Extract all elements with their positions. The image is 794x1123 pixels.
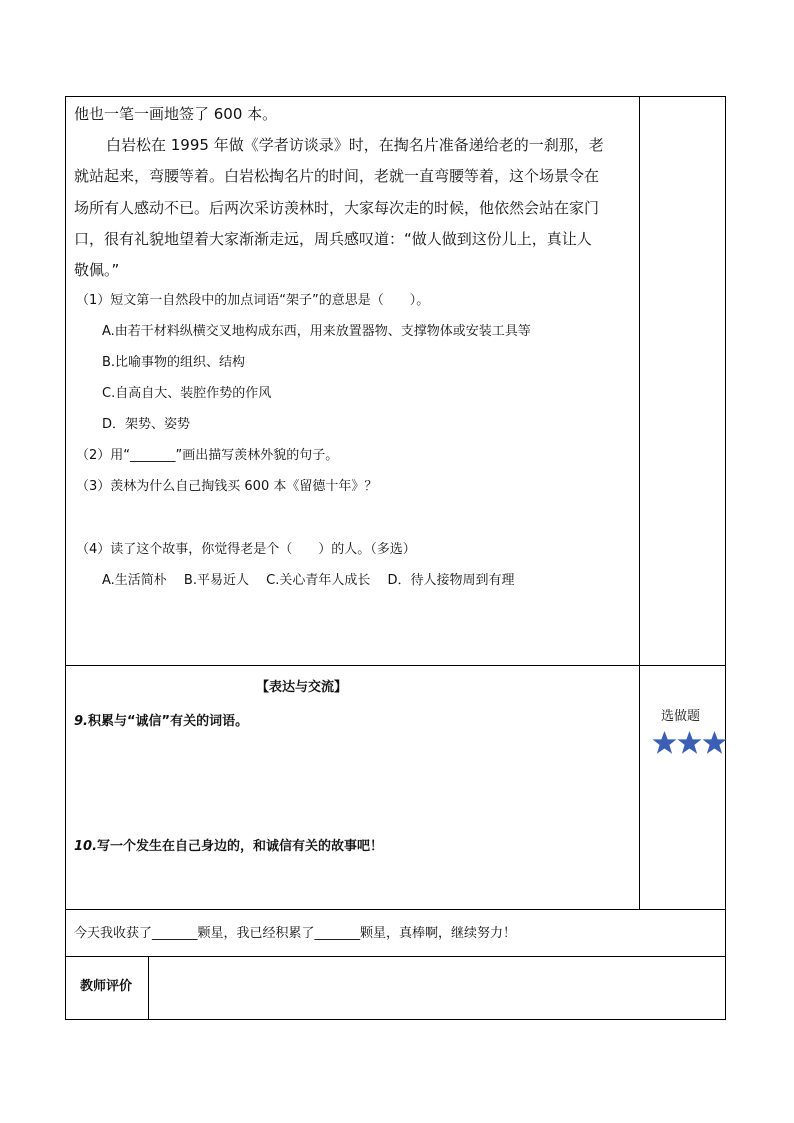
question-1-option-b: B.比喻事物的组织、结构: [102, 355, 246, 370]
optional-label: 选做题: [661, 709, 701, 724]
column-divider: [639, 96, 640, 909]
passage-line-2: 白岩松在 1995 年做《学者访谈录》时，在掏名片准备递给老的一刹那，老: [106, 136, 604, 154]
question-1-option-d: D．架势、姿势: [102, 417, 191, 432]
question-10-text: 写一个发生在自己身边的，和诚信有关的故事吧！: [97, 839, 384, 854]
question-4-options: A.生活简朴 B.平易近人 C.关心青年人成长 D．待人接物周到有理: [102, 573, 515, 588]
table-bottom-border: [65, 1019, 725, 1020]
passage-line-4: 场所有人感动不已。后两次采访羡林时，大家每次走的时候，他依然会站在家门: [74, 199, 600, 217]
express-heading: 【表达与交流】: [256, 680, 348, 695]
question-9: [74, 712, 248, 732]
passage-line-5: 口，很有礼貌地望着大家渐渐走远，周兵感叹道：“做人做到这份儿上，真让人: [74, 230, 592, 248]
question-9-number: 9.: [74, 714, 88, 729]
star-icon: [702, 730, 727, 755]
table-right-border: [725, 96, 726, 1020]
teacher-evaluation-field[interactable]: [149, 957, 724, 1019]
question-3: （3）羡林为什么自己掏钱买 600 本《留德十年》？: [76, 479, 378, 494]
table-top-border: [65, 96, 725, 97]
passage-line-6: 敬佩。”: [74, 261, 120, 279]
table-left-border: [65, 96, 66, 1020]
question-1: （1）短文第一自然段中的加点词语“架子”的意思是（ ）。: [76, 293, 430, 308]
star-icon: [652, 730, 677, 755]
question-1-option-a: A.由若干材料纵横交叉地构成东西，用来放置器物、支撑物体或安装工具等: [102, 324, 531, 339]
passage-line-1: 他也一笔一画地签了 600 本。: [74, 105, 278, 123]
question-4: （4）读了这个故事，你觉得老是个（ ）的人。（多选）: [76, 542, 416, 557]
row-divider-2: [65, 909, 725, 910]
question-10-number: 10.: [74, 839, 98, 854]
star-rating: [652, 730, 727, 755]
question-1-option-c: C.自高自大、装腔作势的作风: [102, 386, 272, 401]
question-2: （2）用“_______”画出描写羡林外貌的句子。: [76, 448, 339, 463]
star-icon: [677, 730, 702, 755]
summary-line: 今天我收获了_______颗星，我已经积累了_______颗星，真棒啊，继续努力！: [74, 926, 517, 941]
row-divider-1: [65, 665, 725, 666]
question-10: [74, 837, 383, 857]
teacher-evaluation-label: 教师评价: [80, 979, 133, 994]
passage-line-3: 就站起来，弯腰等着。白岩松掏名片的时间，老就一直弯腰等着，这个场景令在: [74, 167, 600, 185]
question-9-text: 积累与“诚信”有关的词语。: [87, 714, 249, 729]
